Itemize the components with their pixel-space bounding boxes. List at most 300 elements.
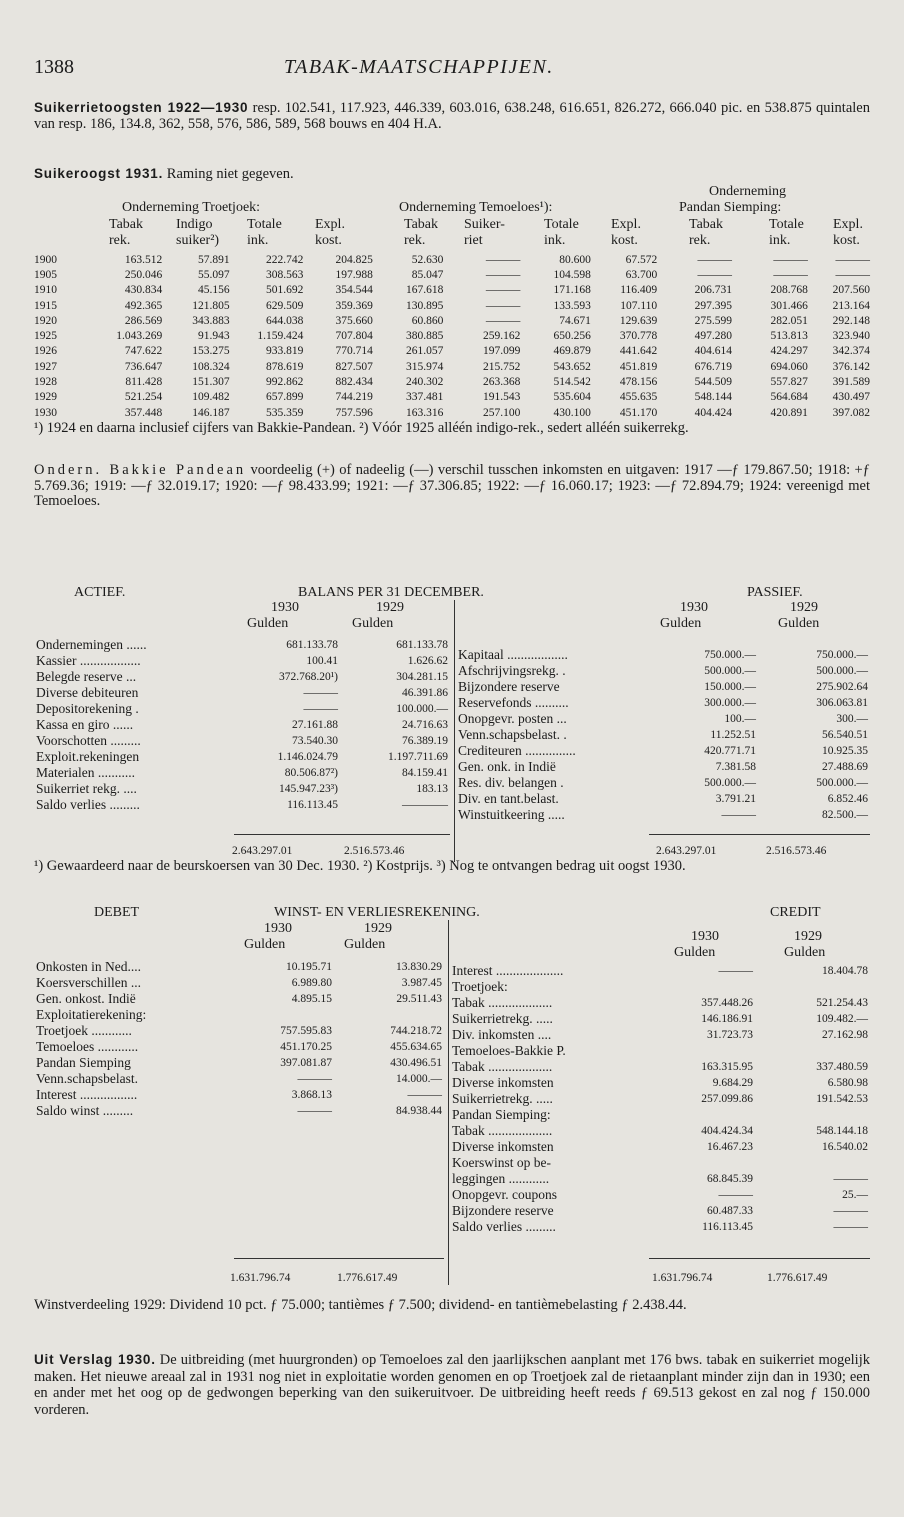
value-cell: 286.569 [124,314,163,327]
actief-year-1930: 1930 [271,600,299,615]
balance-right-title: PASSIEF. [747,585,803,600]
table-row [34,267,870,282]
year-cell: 1900 [34,253,57,266]
harvest-1931-text: Raming niet gegeven. [163,166,294,182]
row-label: Saldo winst ......... [36,1103,134,1118]
value-1929: 109.482.— [816,1013,868,1025]
row-label: Materialen ........... [36,765,135,780]
value-cell: 430.834 [124,284,163,297]
value-1929: 300.— [836,713,868,725]
value-1930: 116.113.45 [702,1221,753,1233]
table-row [34,991,444,1007]
value-cell: 1.159.424 [257,330,304,343]
value-1930: 146.186.91 [701,1013,753,1025]
table-row [34,1103,444,1119]
row-label: leggingen ............ [452,1171,550,1186]
value-1930: 6.989.80 [291,977,332,989]
value-1930: 372.768.20¹) [278,671,338,683]
table-row [34,733,450,749]
value-1929: 18.404.78 [822,965,868,977]
passief-currency-1930: Gulden [660,616,702,631]
value-cell: 315.974 [406,360,444,373]
actief-table [34,637,450,813]
value-1930: 60.487.33 [707,1205,753,1217]
value-cell: 544.509 [694,376,733,389]
value-1929 [334,1007,444,1023]
value-1929: 183.13 [416,783,448,795]
value-cell: 535.604 [553,391,591,404]
group-header-troetjoek: Onderneming Troetjoek: [122,200,261,215]
value-1929: 25.— [842,1189,868,1201]
value-1929 [755,1107,870,1123]
value-cell: 478.156 [619,376,658,389]
value-cell: 45.156 [197,284,230,297]
value-1930: 451.170.25 [280,1041,332,1053]
value-cell: 263.368 [482,376,521,389]
table-row [450,1027,870,1043]
value-cell: 424.297 [770,345,808,358]
value-cell: 52.630 [411,253,444,266]
value-cell: 213.164 [832,299,870,312]
value-cell: 564.684 [770,391,808,404]
value-cell: 55.097 [197,268,230,281]
row-label: Onopgevr. coupons [452,1187,557,1202]
column-sub-header: Expl. [833,217,863,232]
table-row [34,1087,444,1103]
value-cell: 60.860 [411,314,444,327]
value-cell: 257.100 [482,406,521,419]
row-label: Onkosten in Ned.... [36,959,141,974]
value-1929: 304.281.15 [396,671,448,683]
value-cell: ——— [835,253,870,266]
table-row [456,647,870,663]
table-row [34,637,450,653]
value-cell: 882.434 [335,376,373,389]
row-label: Div. en tant.belast. [458,791,559,806]
value-1929: 750.000.— [816,649,868,661]
value-cell: 391.589 [832,376,870,389]
value-cell: 337.481 [406,391,444,404]
row-label: Ondernemingen ...... [36,637,147,652]
value-1930: 357.448.26 [701,997,753,1009]
table-row [456,791,870,807]
value-1929: 681.133.78 [396,639,448,651]
value-1930: 420.771.71 [704,745,756,757]
value-1929: ———— [402,799,448,811]
credit-total-1929: 1.776.617.49 [767,1272,828,1284]
value-cell: 207.560 [832,284,870,297]
value-cell: 171.168 [553,284,591,297]
actief-total-1930: 2.643.297.01 [232,845,293,857]
value-cell: 543.652 [553,360,591,373]
value-cell: 275.599 [694,314,733,327]
value-cell: 451.170 [619,406,658,419]
value-1930: 100.— [724,713,756,725]
value-1930: 100.41 [306,655,338,667]
column-sub-header: suiker²) [176,233,220,248]
value-cell: 359.369 [335,299,373,312]
table-row [34,1007,444,1023]
value-1929: 191.542.53 [816,1093,868,1105]
value-cell: 67.572 [625,253,658,266]
value-1929: 84.938.44 [396,1105,442,1117]
value-cell: ——— [697,253,733,266]
row-label: Interest ................. [36,1087,138,1102]
passief-total-rule [649,834,870,835]
harvest-paragraph [34,100,870,132]
table-row [34,1071,444,1087]
report-paragraph [34,1352,870,1418]
table-row [450,1155,870,1171]
value-1930: 404.424.34 [701,1125,753,1137]
value-1929: 46.391.86 [402,687,448,699]
row-label: Pandan Siemping: [452,1107,551,1122]
value-1930: 3.791.21 [715,793,756,805]
value-cell: 650.256 [553,330,591,343]
value-cell: 109.482 [192,391,230,404]
column-sub-header: kost. [315,233,342,248]
table-row [34,283,870,298]
value-cell: 357.448 [124,406,163,419]
year-cell: 1927 [34,360,57,373]
value-cell: 548.144 [694,391,733,404]
value-1930: 257.099.86 [701,1093,753,1105]
column-sub-header: Tabak [689,217,724,232]
value-1930: 7.381.58 [715,761,756,773]
value-1930: 4.895.15 [291,993,332,1005]
value-cell: 250.046 [124,268,163,281]
table-row [450,1091,870,1107]
value-cell: 191.543 [482,391,521,404]
value-cell: 259.162 [482,330,521,343]
value-1930: 681.133.78 [286,639,338,651]
value-1929: 455.634.65 [390,1041,442,1053]
report-text: De uitbreiding (met huurgronden) op Temoeloes zal den jaarlijkschen aanplant met 176 bws. tabak en suikerriet mogelijk maken. Het nieuwe areaal zal in 1931 nog niet in exploitatie worden genomen en op Troetjoek zal de rietaanplant minder zijn dan in 1930; een en ander met het oog op de gedwongen beperking van den suikeruitvoer. De uitbreiding heeft reeds ƒ 69.513 gekost en zal nog ƒ 150.000 vorderen. [34,1352,870,1418]
value-1930: 300.000.— [704,697,756,709]
row-label: Bijzondere reserve [458,679,560,694]
harvest-label: Suikerrietoogsten 1922—1930 [34,100,249,115]
value-1930: 163.315.95 [701,1061,753,1073]
table-row [456,711,870,727]
row-label: Onopgevr. posten ... [458,711,567,726]
value-1930: 500.000.— [704,665,756,677]
row-label: Bijzondere reserve [452,1203,554,1218]
column-sub-header: rek. [689,233,711,248]
table-row [450,1043,870,1059]
table-row [450,1011,870,1027]
value-cell: 992.862 [265,376,304,389]
table-row [34,298,870,313]
value-1930: ——— [297,1105,332,1117]
value-1930: 757.595.83 [280,1025,332,1037]
value-1929: 56.540.51 [822,729,868,741]
row-label: Troetjoek: [452,979,508,994]
value-1929: 76.389.19 [402,735,448,747]
value-cell: 282.051 [770,314,808,327]
passief-table [456,647,870,823]
column-sub-header: ink. [769,233,791,248]
value-1930: 9.684.29 [712,1077,753,1089]
value-cell: 197.988 [335,268,373,281]
value-cell: 757.596 [335,406,373,419]
value-cell: 455.635 [619,391,658,404]
row-label: Diverse inkomsten [452,1075,554,1090]
passief-year-1930: 1930 [680,600,708,615]
value-1930: ——— [721,809,756,821]
value-1930: 3.868.13 [291,1089,332,1101]
table-row [34,653,450,669]
year-cell: 1929 [34,391,57,404]
column-sub-header: rek. [404,233,426,248]
value-1930: 397.081.87 [280,1057,332,1069]
value-cell: 130.895 [406,299,444,312]
value-1929: 27.488.69 [822,761,868,773]
value-cell: 770.714 [335,345,373,358]
value-1929: ——— [407,1089,442,1101]
row-label: Koersverschillen ... [36,975,141,990]
credit-year-1929: 1929 [794,929,822,944]
value-1929: 16.540.02 [822,1141,868,1153]
value-cell: 167.618 [406,284,444,297]
value-1930 [640,1107,755,1123]
row-label: Exploit.rekeningen [36,749,140,764]
value-cell: 1.043.269 [116,330,163,343]
value-cell: 121.805 [192,299,230,312]
table-row [450,1075,870,1091]
column-sub-header: Suiker- [464,217,505,232]
column-sub-header: riet [464,233,483,248]
row-label: Exploitatierekening: [36,1007,147,1022]
value-1929: 500.000.— [816,777,868,789]
value-cell: 469.879 [553,345,591,358]
column-sub-header: ink. [247,233,269,248]
table-row [34,1023,444,1039]
row-label: Venn.schapsbelast. . [458,727,567,742]
row-label: Crediteuren ............... [458,743,576,758]
value-1930: ——— [718,1189,753,1201]
column-sub-header: Totale [247,217,282,232]
value-cell: 261.057 [406,345,444,358]
value-1929: 744.218.72 [390,1025,442,1037]
value-cell: 91.943 [197,330,230,343]
value-cell: 206.731 [694,284,733,297]
value-cell: 57.891 [197,253,230,266]
value-1930: 116.113.45 [287,799,338,811]
passief-total-1929: 2.516.573.46 [766,845,827,857]
value-cell: 108.324 [192,360,230,373]
page-number: 1388 [34,56,74,78]
table-row [34,374,870,389]
value-cell: 153.275 [192,345,230,358]
table-row [34,959,444,975]
pl-divider [448,920,449,1285]
value-cell: 514.542 [553,376,591,389]
table-row [450,1203,870,1219]
year-cell: 1926 [34,345,57,358]
value-1929: ——— [833,1173,868,1185]
value-1929: 306.063.81 [816,697,868,709]
debet-total-rule [234,1258,444,1259]
value-1929: 3.987.45 [401,977,442,989]
row-label: Tabak ................... [452,1059,553,1074]
value-cell: 492.365 [124,299,163,312]
value-cell: 397.082 [832,406,870,419]
value-cell: 694.060 [770,360,808,373]
value-cell: 629.509 [265,299,304,312]
value-1929: 100.000.— [396,703,448,715]
value-cell: 827.507 [335,360,373,373]
pl-right-title: CREDIT [770,905,821,920]
value-cell: 736.647 [124,360,163,373]
value-1929: ——— [833,1221,868,1233]
table-row [450,1187,870,1203]
table-row [456,727,870,743]
balance-divider [454,600,455,862]
debet-total-1930: 1.631.796.74 [230,1272,291,1284]
value-cell: 441.642 [619,345,658,358]
table-row [34,313,870,328]
value-cell: 676.719 [694,360,733,373]
value-1929: 6.852.46 [827,793,868,805]
value-cell: 297.395 [694,299,733,312]
value-cell: ——— [697,268,733,281]
value-1930: 500.000.— [704,777,756,789]
value-cell: 197.099 [482,345,521,358]
column-sub-header: kost. [833,233,860,248]
value-cell: ——— [835,268,870,281]
row-label: Saldo verlies ......... [452,1219,556,1234]
bakkie-label: Ondern. Bakkie Pandean [34,462,247,478]
value-cell: 747.622 [124,345,163,358]
balance-center-title: BALANS PER 31 DECEMBER. [298,585,484,600]
actief-total-1929: 2.516.573.46 [344,845,405,857]
table-row [34,1055,444,1071]
value-1930: 750.000.— [704,649,756,661]
row-label: Venn.schapsbelast. [36,1071,138,1086]
balance-footnote: ¹) Gewaardeerd naar de beurskoersen van 30 Dec. 1930. ²) Kostprijs. ³) Nog te ontvangen bedrag uit oogst 1930. [34,858,686,874]
value-cell: 513.813 [770,330,808,343]
value-cell: 430.497 [832,391,870,404]
column-sub-header: rek. [109,233,131,248]
column-sub-header: Totale [769,217,804,232]
value-cell: 240.302 [406,376,444,389]
credit-total-rule [649,1258,870,1259]
actief-currency-1929: Gulden [352,616,394,631]
table-row [450,1123,870,1139]
column-sub-header: Tabak [404,217,439,232]
column-sub-header: kost. [611,233,638,248]
value-1929: 337.480.59 [816,1061,868,1073]
value-cell: 301.466 [770,299,808,312]
bakkie-paragraph [34,463,870,510]
table-row [456,743,870,759]
table-row [456,695,870,711]
value-cell: 878.619 [265,360,304,373]
value-cell: 292.148 [832,314,870,327]
row-label: Gen. onkost. Indië [36,991,136,1006]
value-1929: 1.626.62 [407,655,448,667]
value-cell: 535.359 [265,406,304,419]
harvest-text: resp. 102.541, 117.923, 446.339, 603.016, 638.248, 616.651, 826.272, 666.040 pic. en 538.875 quintalen van resp. 186, 134.8, 362, 558, 576, 586, 589, 568 bouws en 404 H.A. [34,100,870,132]
pl-center-title: WINST- EN VERLIESREKENING. [274,905,480,920]
debet-table [34,959,444,1119]
row-label: Interest .................... [452,963,564,978]
group-header-pandan-a: Onderneming [709,184,786,199]
sub-header-row-2 [34,233,870,249]
passief-year-1929: 1929 [790,600,818,615]
credit-table [450,963,870,1235]
harvest-1931-label: Suikeroogst 1931. [34,166,164,181]
value-cell: 707.804 [335,330,373,343]
value-cell: 657.899 [265,391,304,404]
value-1930 [640,1155,755,1171]
value-cell: 107.110 [620,299,658,312]
table-row [34,252,870,267]
table-row [450,1107,870,1123]
value-cell: ——— [773,253,808,266]
column-sub-header: Indigo [176,217,213,232]
table-row [34,717,450,733]
value-1929: 275.902.64 [816,681,868,693]
value-1930: 68.845.39 [707,1173,753,1185]
actief-year-1929: 1929 [376,600,404,615]
value-1930: 31.723.73 [707,1029,753,1041]
row-label: Gen. onk. in Indië [458,759,556,774]
report-label: Uit Verslag 1930. [34,1352,156,1367]
value-1930: 73.540.30 [292,735,338,747]
value-1930: 80.506.87²) [284,767,338,779]
value-cell: 933.819 [265,345,304,358]
value-cell: 404.424 [694,406,733,419]
production-table [34,252,870,420]
page-header [34,56,870,82]
value-cell: ——— [485,268,521,281]
value-cell: 146.187 [192,406,230,419]
table-row [450,1219,870,1235]
table-row [34,701,450,717]
actief-currency-1930: Gulden [247,616,289,631]
actief-total-rule [234,834,450,835]
value-cell: 557.827 [770,376,808,389]
value-1930: 145.947.23³) [278,783,338,795]
value-cell: 104.598 [553,268,591,281]
row-label: Temoeloes-Bakkie P. [452,1043,566,1058]
credit-total-1930: 1.631.796.74 [652,1272,713,1284]
year-cell: 1930 [34,406,57,419]
value-cell: 129.639 [619,314,658,327]
value-cell: 85.047 [411,268,444,281]
value-cell: 380.885 [406,330,444,343]
table-row [456,759,870,775]
value-cell: 116.409 [620,284,658,297]
row-label: Afschrijvingsrekg. . [458,663,566,678]
row-label: Troetjoek ............ [36,1023,132,1038]
value-cell: ——— [485,314,521,327]
debet-year-1930: 1930 [264,921,292,936]
year-cell: 1915 [34,299,57,312]
table-row [34,344,870,359]
value-cell: 370.778 [619,330,658,343]
running-title: TABAK-MAATSCHAPPIJEN. [284,56,554,78]
value-1930: 1.146.024.79 [277,751,338,763]
value-1929: 500.000.— [816,665,868,677]
value-cell: 308.563 [265,268,304,281]
value-1930: ——— [297,1073,332,1085]
value-cell: 430.100 [553,406,591,419]
value-1930: ——— [303,687,338,699]
value-cell: 204.825 [335,253,373,266]
value-1929: 27.162.98 [822,1029,868,1041]
